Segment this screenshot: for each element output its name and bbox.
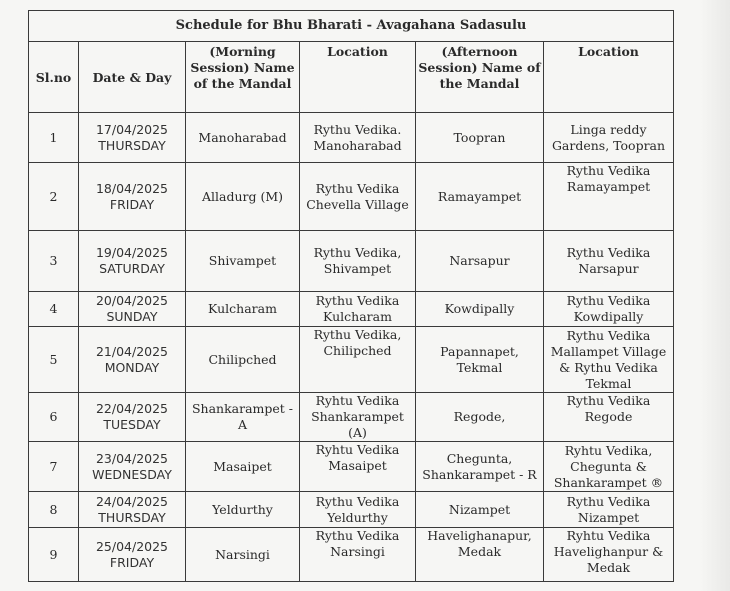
cell-afternoon: Kowdipally [416, 292, 544, 327]
cell-date [79, 163, 186, 231]
cell-morning: Alladurg (M) [186, 163, 300, 231]
day-text: THURSDAY [98, 509, 166, 525]
date-text: 25/04/2025 [95, 538, 169, 554]
day-text: FRIDAY [109, 554, 155, 570]
header-morning: (Morning Session) Name of the Mandal [186, 42, 300, 113]
day-text: TUESDAY [103, 417, 161, 432]
header-afternoon: (Afternoon Session) Name of the Mandal [416, 42, 544, 113]
date-text: 20/04/2025 [95, 293, 169, 308]
schedule-table [28, 10, 674, 582]
cell-date [79, 528, 186, 582]
cell-location-morning: Ryhtu Vedika Masaipet [300, 442, 416, 492]
cell-location-afternoon: Rythu Vedika Ramayampet [544, 163, 674, 231]
cell-morning: Shivampet [186, 231, 300, 292]
cell-afternoon: Havelighanapur, Medak [416, 528, 544, 582]
table-row [29, 528, 674, 582]
cell-afternoon: Ramayampet [416, 163, 544, 231]
table-row [29, 393, 674, 442]
cell-location-morning: Rythu Vedika. Manoharabad [300, 113, 416, 163]
cell-location-morning: Rythu Vedika Yeldurthy [300, 492, 416, 528]
cell-location-morning: Rythu Vedika, Shivampet [300, 231, 416, 292]
date-text: 22/04/2025 [95, 401, 169, 416]
cell-slno: 9 [29, 528, 79, 582]
date-text: 19/04/2025 [95, 245, 169, 260]
cell-date [79, 442, 186, 492]
table-row [29, 327, 674, 393]
header-location-morning: Location [300, 42, 416, 113]
cell-morning: Shankarampet - A [186, 393, 300, 442]
cell-location-afternoon: Rythu Vedika Nizampet [544, 492, 674, 528]
cell-date [79, 113, 186, 163]
cell-location-morning: Rythu Vedika Narsingi [300, 528, 416, 582]
day-text: THURSDAY [98, 137, 166, 153]
cell-afternoon: Regode, [416, 393, 544, 442]
cell-location-afternoon: Rythu Vedika Mallampet Village & Rythu Vedika Tekmal [544, 327, 674, 393]
header-location-afternoon: Location [544, 42, 674, 113]
date-text: 24/04/2025 [95, 493, 169, 509]
cell-slno: 3 [29, 231, 79, 292]
cell-date [79, 292, 186, 327]
cell-morning: Manoharabad [186, 113, 300, 163]
date-text: 23/04/2025 [95, 450, 169, 466]
cell-location-afternoon: Rythu Vedika Regode [544, 393, 674, 442]
date-text: 21/04/2025 [95, 343, 169, 359]
cell-morning: Chilipched [186, 327, 300, 393]
cell-slno: 6 [29, 393, 79, 442]
cell-date [79, 492, 186, 528]
cell-afternoon: Nizampet [416, 492, 544, 528]
cell-afternoon: Toopran [416, 113, 544, 163]
table-row [29, 163, 674, 231]
cell-morning: Yeldurthy [186, 492, 300, 528]
cell-afternoon: Papannapet, Tekmal [416, 327, 544, 393]
table-row [29, 231, 674, 292]
cell-slno: 4 [29, 292, 79, 327]
cell-slno: 2 [29, 163, 79, 231]
cell-date [79, 231, 186, 292]
date-text: 18/04/2025 [95, 180, 169, 196]
header-date: Date & Day [79, 42, 186, 113]
table-row [29, 292, 674, 327]
date-text: 17/04/2025 [95, 121, 169, 137]
cell-slno: 7 [29, 442, 79, 492]
cell-slno: 1 [29, 113, 79, 163]
cell-location-afternoon: Rythu Vedika Kowdipally [544, 292, 674, 327]
table-row [29, 492, 674, 528]
cell-location-morning: Rythu Vedika, Chilipched [300, 327, 416, 393]
cell-location-afternoon: Rythu Vedika Narsapur [544, 231, 674, 292]
day-text: FRIDAY [109, 196, 155, 212]
cell-date [79, 393, 186, 442]
day-text: MONDAY [104, 359, 160, 375]
page-edge-shadow [700, 0, 730, 591]
cell-location-afternoon: Ryhtu Vedika, Chegunta & Shankarampet ® [544, 442, 674, 492]
table-title: Schedule for Bhu Bharati - Avagahana Sadasulu [29, 11, 674, 42]
cell-afternoon: Narsapur [416, 231, 544, 292]
cell-morning: Narsingi [186, 528, 300, 582]
day-text: WEDNESDAY [92, 466, 172, 482]
cell-location-morning: Ryhtu Vedika Shankarampet (A) [300, 393, 416, 442]
cell-location-afternoon: Linga reddy Gardens, Toopran [544, 113, 674, 163]
cell-morning: Kulcharam [186, 292, 300, 327]
cell-afternoon: Chegunta, Shankarampet - R [416, 442, 544, 492]
cell-location-afternoon: Ryhtu Vedika Havelighanpur & Medak [544, 528, 674, 582]
day-text: SUNDAY [106, 309, 158, 324]
table-row [29, 113, 674, 163]
day-text: SATURDAY [99, 261, 165, 276]
cell-morning: Masaipet [186, 442, 300, 492]
header-slno: Sl.no [29, 42, 79, 113]
cell-slno: 5 [29, 327, 79, 393]
cell-slno: 8 [29, 492, 79, 528]
table-row [29, 442, 674, 492]
cell-location-morning: Rythu Vedika Kulcharam [300, 292, 416, 327]
cell-date [79, 327, 186, 393]
cell-location-morning: Rythu Vedika Chevella Village [300, 163, 416, 231]
